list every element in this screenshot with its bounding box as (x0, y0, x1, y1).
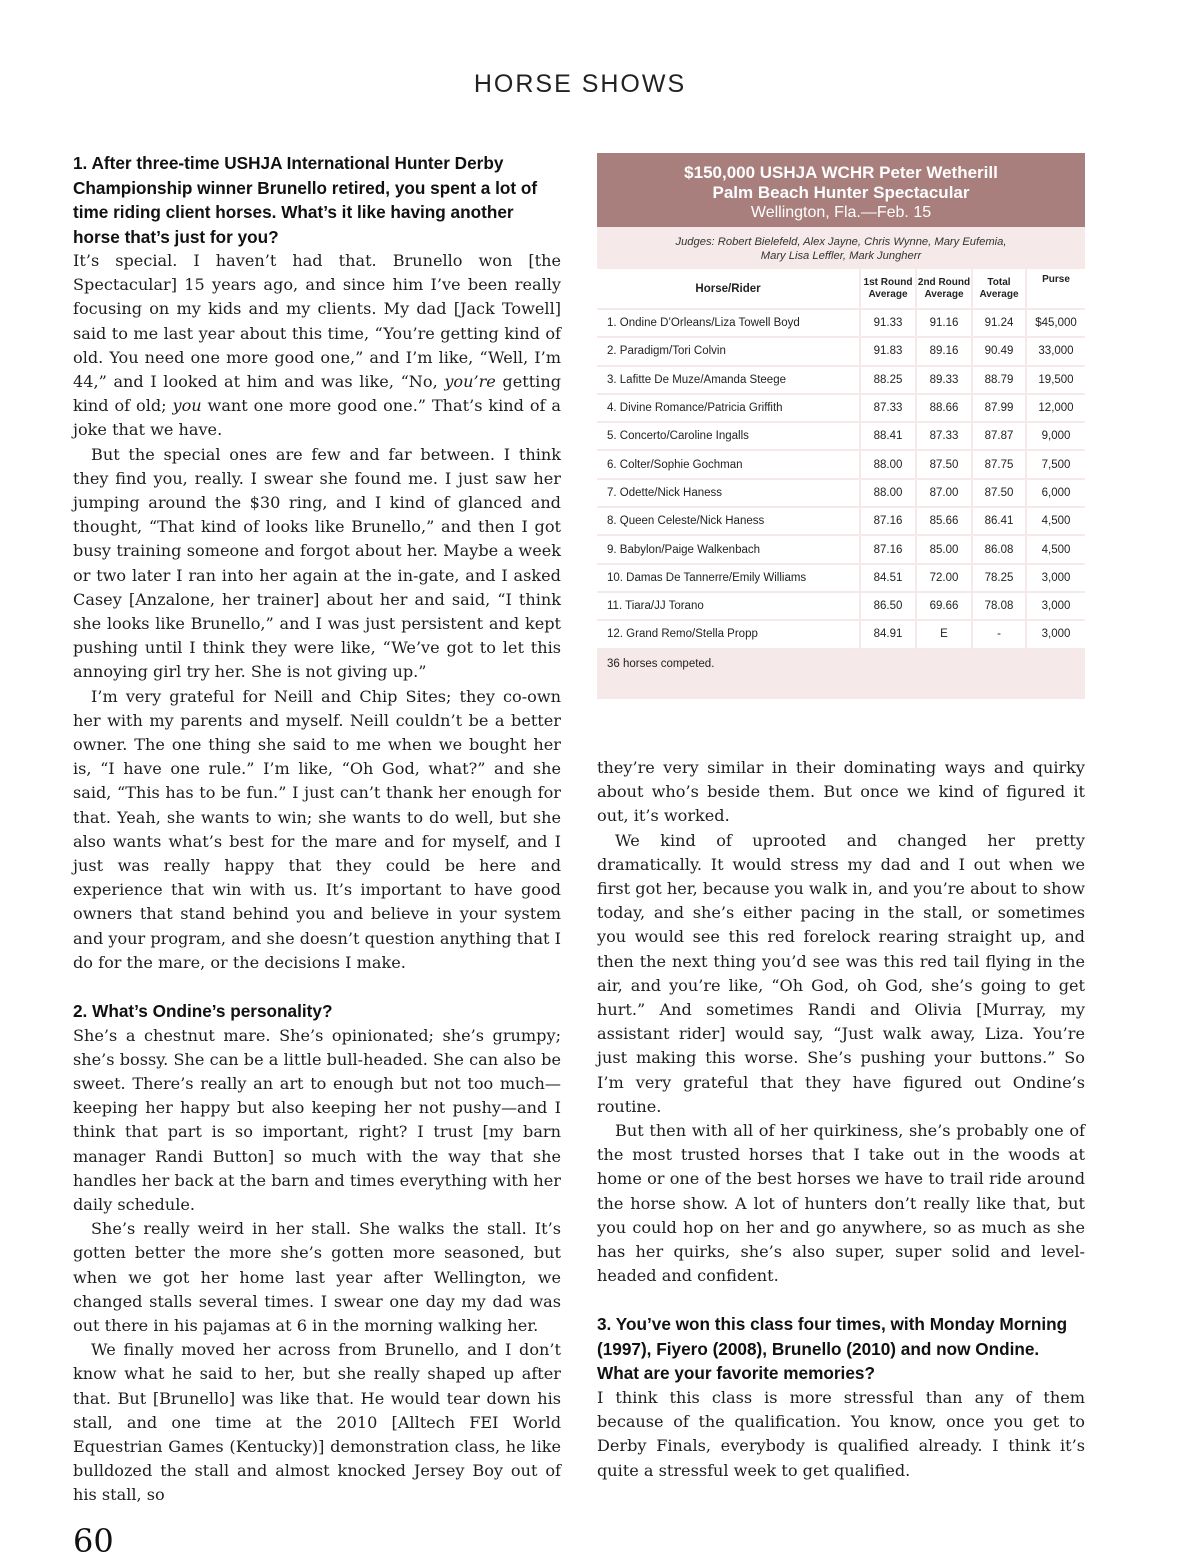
result-purse: 9,000 (1025, 423, 1085, 449)
result-total: 86.08 (971, 536, 1025, 562)
result-horse-rider: 1. Ondine D’Orleans/Liza Towell Boyd (597, 310, 859, 336)
result-horse-rider: 4. Divine Romance/Patricia Griffith (597, 395, 859, 421)
result-round2: 69.66 (915, 593, 971, 619)
result-purse: $45,000 (1025, 310, 1085, 336)
result-total: 88.79 (971, 367, 1025, 393)
result-round1: 84.51 (859, 565, 915, 591)
result-purse: 19,500 (1025, 367, 1085, 393)
header-horse-rider: Horse/Rider (597, 269, 859, 308)
result-round2: 88.66 (915, 395, 971, 421)
result-total: 87.99 (971, 395, 1025, 421)
result-purse: 6,000 (1025, 480, 1085, 506)
answer-2-paragraph-3: We finally moved her across from Brunello, and I don’t know what he said to her, but she really shaped up after that. But [Brunello] was like that. He would tear down his stall, and one time at the 2010 [Alltech FEI World Equestrian Games (Kentucky)] demonstration class, he like bulldozed the stall and almost knocked Jersey Boy out of his stall, so (73, 1340, 561, 1505)
result-horse-rider: 2. Paradigm/Tori Colvin (597, 338, 859, 364)
result-round2: 89.33 (915, 367, 971, 393)
question-3: 3. You’ve won this class four times, with Monday Morning (1997), Fiyero (2008), Brunello (2010) and now Ondine. What are your favorite memories? (597, 1314, 1068, 1384)
result-purse: 3,000 (1025, 593, 1085, 619)
results-row (597, 593, 1085, 619)
question-2: 2. What’s Ondine’s personality? (73, 1001, 333, 1022)
results-row (597, 480, 1085, 506)
result-purse: 7,500 (1025, 451, 1085, 477)
result-round1: 84.91 (859, 621, 915, 647)
results-header-row (597, 269, 1085, 308)
result-purse: 3,000 (1025, 621, 1085, 647)
results-row (597, 423, 1085, 449)
article-right-column (597, 756, 1085, 1483)
result-round2: E (915, 621, 971, 647)
answer-1-paragraph-3: I’m very grateful for Neill and Chip Sites; they co-own her with my parents and myself. Neill couldn’t be a better owner. The one thing she said to me when we bought her is, “I have one rule.” I’m like, “Oh God, what?” and she said, “This has to be fun.” I just can’t thank her enough for that. Yeah, she wants to win; she wants to do well, but she also wants what’s best for the mare and for myself, and I just was really happy that they could be here and experience that win with us. It’s important to have good owners that stand behind you and believe in your system and your program, and she doesn’t question anything that I do for the mare, or the decisions I make. (73, 686, 561, 972)
result-round1: 88.41 (859, 423, 915, 449)
result-round2: 72.00 (915, 565, 971, 591)
result-round1: 87.16 (859, 508, 915, 534)
header-round1: 1st Round Average (859, 269, 915, 308)
results-row (597, 367, 1085, 393)
result-round1: 88.00 (859, 451, 915, 477)
result-round2: 87.33 (915, 423, 971, 449)
answer-2-paragraph-5: But then with all of her quirkiness, she’s probably one of the most trusted horses that I take out in the woods at home or one of the best horses we have to trail ride around the horse show. A lot of hunters don’t really like that, but you could hop on her and go anywhere, so as much as she has her quirks, she’s also super, super solid and level-headed and confident. (597, 1121, 1085, 1286)
page-number: 60 (73, 1522, 114, 1560)
result-round2: 85.00 (915, 536, 971, 562)
result-purse: 33,000 (1025, 338, 1085, 364)
results-row (597, 621, 1085, 647)
result-total: 91.24 (971, 310, 1025, 336)
answer-2-paragraph-2: She’s really weird in her stall. She walks the stall. It’s gotten better the more she’s gotten more seasoned, but when we got her home last year after Wellington, we changed stalls several times. I swear one day my dad was out there in his pajamas at 6 in the morning walking her. (73, 1219, 561, 1336)
answer-3-paragraph-1: I think this class is more stressful than any of them because of the qualification. You know, once you get to Derby Finals, everybody is qualified already. I think it’s quite a stressful week to get qualified. (597, 1387, 1085, 1480)
result-round1: 88.25 (859, 367, 915, 393)
answer-2-paragraph-3-continued: they’re very similar in their dominating ways and quirky about who’s beside them. But once we kind of figured it out, it’s worked. (597, 758, 1085, 826)
result-purse: 12,000 (1025, 395, 1085, 421)
result-total: 86.41 (971, 508, 1025, 534)
question-1: 1. After three-time USHJA International Hunter Derby Championship winner Brunello retired, you spent a lot of time riding client horses. What’s it like having another horse that’s just for you? (73, 153, 538, 247)
result-round1: 91.33 (859, 310, 915, 336)
results-row (597, 536, 1085, 562)
result-horse-rider: 5. Concerto/Caroline Ingalls (597, 423, 859, 449)
result-round1: 88.00 (859, 480, 915, 506)
result-horse-rider: 8. Queen Celeste/Nick Haness (597, 508, 859, 534)
article-left-column (73, 151, 561, 1508)
results-row (597, 451, 1085, 477)
result-horse-rider: 9. Babylon/Paige Walkenbach (597, 536, 859, 562)
result-round2: 87.50 (915, 451, 971, 477)
results-row (597, 508, 1085, 534)
answer-2-paragraph-1: She’s a chestnut mare. She’s opinionated; she’s grumpy; she’s bossy. She can be a little bull-headed. She can also be sweet. There’s really an art to enough but not too much—keeping her happy but also keeping her not pushy—and I think that part is so important, right? I trust [my barn manager Randi Button] so much with the way that she handles her back at the barn and times everything with her daily schedule. (73, 1025, 561, 1215)
result-total: 90.49 (971, 338, 1025, 364)
section-header: HORSE SHOWS (473, 70, 687, 98)
result-purse: 4,500 (1025, 508, 1085, 534)
answer-1-paragraph-2: But the special ones are few and far between. I think they find you, really. I swear she found me. I just saw her jumping around the $30 ring, and I kind of glanced and thought, “That kind of looks like Brunello,” and then I got busy training someone and forgot about her. Maybe a week or two later I ran into her again at the in-gate, and I asked Casey [Anzalone, her trainer] about her and said, “I think she looks like Brunello,” and I was just persistent and kept pushing until I think they were like, “We’ve got to let this annoying girl try her. She is not giving up.” (73, 444, 561, 682)
results-title (597, 153, 1085, 227)
result-round2: 85.66 (915, 508, 971, 534)
results-row (597, 565, 1085, 591)
result-purse: 4,500 (1025, 536, 1085, 562)
header-round2: 2nd Round Average (915, 269, 971, 308)
results-row (597, 395, 1085, 421)
result-horse-rider: 10. Damas De Tannerre/Emily Williams (597, 565, 859, 591)
results-location-date: Wellington, Fla.—Feb. 15 (750, 204, 932, 221)
result-total: - (971, 621, 1025, 647)
results-box (597, 153, 1085, 699)
result-total: 78.08 (971, 593, 1025, 619)
results-title-line-1: $150,000 USHJA WCHR Peter Wetherill (684, 163, 998, 182)
results-footnote: 36 horses competed. (607, 657, 715, 670)
header-purse: Purse (1025, 269, 1085, 308)
results-row (597, 310, 1085, 336)
results-row (597, 338, 1085, 364)
answer-1-paragraph-1: It’s special. I haven’t had that. Brunello won [the Spectacular] 15 years ago, and since him I’ve been really focusing on my kids and my clients. My dad [Jack Towell] said to me last year about this time, “You’re getting kind of old. You need one more good one,” and I’m like, “Well, I’m 44,” and I looked at him and was like, “No, you’re getting kind of old; you want one more good one.” That’s kind of a joke that we have. (73, 251, 561, 440)
results-title-line-2: Palm Beach Hunter Spectacular (712, 183, 970, 202)
result-round2: 89.16 (915, 338, 971, 364)
result-round2: 87.00 (915, 480, 971, 506)
result-round1: 91.83 (859, 338, 915, 364)
result-round2: 91.16 (915, 310, 971, 336)
result-horse-rider: 3. Lafitte De Muze/Amanda Steege (597, 367, 859, 393)
result-horse-rider: 11. Tiara/JJ Torano (597, 593, 859, 619)
result-round1: 87.33 (859, 395, 915, 421)
results-judges: Judges: Robert Bielefeld, Alex Jayne, Chris Wynne, Mary Eufemia, Mary Lisa Leffler, Mark Jungherr (675, 236, 1007, 262)
result-total: 87.87 (971, 423, 1025, 449)
result-round1: 87.16 (859, 536, 915, 562)
result-horse-rider: 7. Odette/Nick Haness (597, 480, 859, 506)
answer-2-paragraph-4: We kind of uprooted and changed her pretty dramatically. It would stress my dad and I out when we first got her, because you walk in, and you’re about to show today, and she’s either pacing in the stall, or sometimes you would see this red forelock rearing straight up, and then the next thing you’d see was this red tail flying in the air, and you’re like, “Oh God, oh God, she’s going to get hurt.” And sometimes Randi and Olivia [Murray, my assistant rider] would say, “Just walk away, Liza. You’re just making this worse. She’s pushing your buttons.” So I’m very grateful that they have figured out Ondine’s routine. (597, 830, 1085, 1116)
result-total: 87.50 (971, 480, 1025, 506)
result-horse-rider: 6. Colter/Sophie Gochman (597, 451, 859, 477)
result-round1: 86.50 (859, 593, 915, 619)
results-table (597, 267, 1085, 650)
result-purse: 3,000 (1025, 565, 1085, 591)
result-total: 87.75 (971, 451, 1025, 477)
result-horse-rider: 12. Grand Remo/Stella Propp (597, 621, 859, 647)
result-total: 78.25 (971, 565, 1025, 591)
header-total: Total Average (971, 269, 1025, 308)
